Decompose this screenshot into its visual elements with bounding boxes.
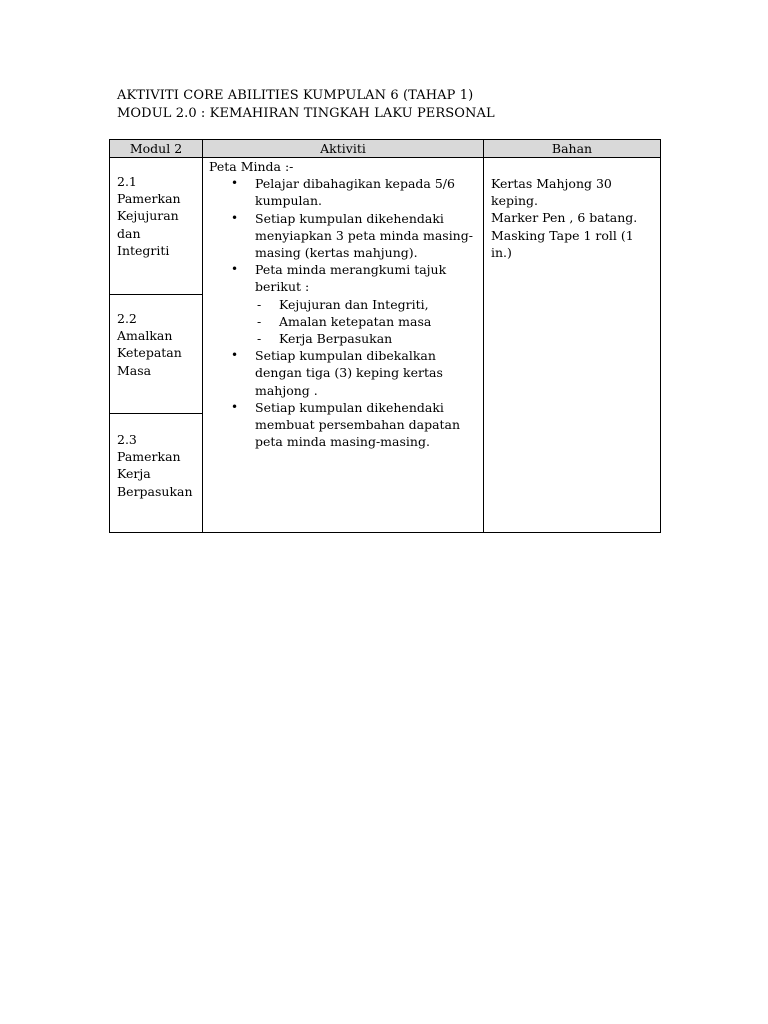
- bahan-cell: [484, 158, 661, 533]
- dash-icon: -: [257, 331, 262, 347]
- bahan-item: Marker Pen , 6 batang.: [491, 210, 638, 226]
- topic-sublist: [255, 296, 479, 348]
- module-text: dan: [117, 225, 141, 241]
- module-cell-2-1: [110, 158, 203, 295]
- activity-table: [109, 139, 661, 533]
- activity-title: Peta Minda :-: [209, 159, 294, 174]
- dash-icon: -: [257, 296, 262, 312]
- activity-cell: [203, 158, 484, 533]
- module-text: Amalkan: [117, 328, 173, 344]
- header-modul: Modul 2: [110, 140, 203, 158]
- bullet-icon: •: [231, 210, 239, 225]
- heading-line-1: AKTIVITI CORE ABILITIES KUMPULAN 6 (TAHAP 1): [117, 88, 474, 103]
- list-item: • Setiap kumpulan dikehendaki membuat persembahan dapatan peta minda masing-masing.: [231, 399, 461, 450]
- module-text: Masa: [117, 362, 152, 378]
- bullet-icon: •: [231, 262, 239, 277]
- bullet-icon: •: [231, 348, 239, 363]
- table-header-row: [110, 140, 661, 158]
- activity-list: [209, 175, 479, 450]
- module-text: Pamerkan: [117, 191, 181, 207]
- sublist-item: - Amalan ketepatan masa: [257, 313, 432, 329]
- module-number: 2.1: [117, 174, 137, 189]
- heading-line-2: MODUL 2.0 : KEMAHIRAN TINGKAH LAKU PERSONAL: [117, 106, 495, 121]
- bullet-icon: •: [231, 399, 239, 414]
- dash-icon: -: [257, 313, 262, 329]
- module-text: Ketepatan: [117, 345, 182, 361]
- table-row: [110, 158, 661, 295]
- document-heading: [117, 87, 495, 123]
- header-bahan: Bahan: [484, 140, 661, 158]
- header-aktiviti: Aktiviti: [203, 140, 484, 158]
- list-item: • Setiap kumpulan dikehendaki menyiapkan 3 peta minda masing-masing (kertas mahjung).: [231, 210, 473, 261]
- module-text: Pamerkan: [117, 449, 181, 465]
- list-item: • Pelajar dibahagikan kepada 5/6 kumpulan.: [231, 176, 455, 209]
- list-item: • Peta minda merangkumi tajuk berikut : - Kejujuran dan Integriti, - Amalan ketepatan masa - Kerja Berpasukan: [209, 261, 479, 347]
- bahan-item: Kertas Mahjong 30 keping.: [491, 176, 612, 209]
- list-item: • Setiap kumpulan dibekalkan dengan tiga (3) keping kertas mahjong .: [231, 348, 443, 398]
- module-cell-2-2: [110, 295, 203, 414]
- module-cell-2-3: [110, 414, 203, 533]
- module-number: 2.3: [117, 432, 137, 447]
- bahan-item: Masking Tape 1 roll (1 in.): [491, 227, 634, 260]
- module-number: 2.2: [117, 311, 137, 326]
- module-text: Kerja: [117, 466, 151, 482]
- module-text: Berpasukan: [117, 483, 193, 499]
- module-text: Integriti: [117, 242, 170, 258]
- module-text: Kejujuran: [117, 208, 179, 224]
- sublist-item: - Kerja Berpasukan: [257, 331, 393, 347]
- bullet-icon: •: [231, 176, 239, 191]
- sublist-item: - Kejujuran dan Integriti,: [257, 296, 429, 312]
